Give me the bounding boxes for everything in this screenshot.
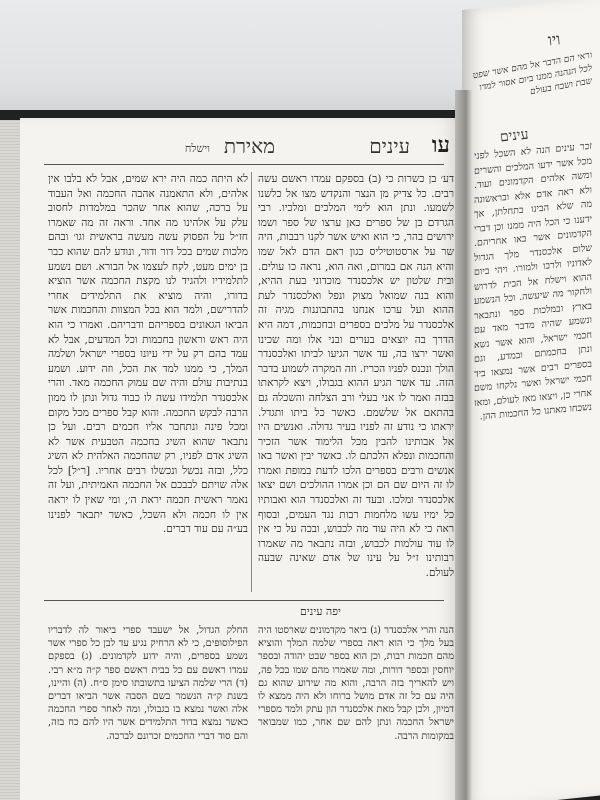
page-number: עו (431, 132, 450, 158)
main-text-left: לא היתה כמה היה ירא שמים, אבל לא בלבו אין אלהים, ולא התאמנה אהבה החכמה ואל העבוד על ברכה, שהוא אחר שהכר במלמדות לחסוב עלק על אלהינו מה אחד. וראה זה מה שאמרו חז״ל על הפסוק עשה מעשה בראשית וגו׳ ובהם מלכות שמים בכל דור ודור, ונודע להם שהוא כבר בן ימים מעט, לקח לעצמו אל הבורא. ושם נשמע לתלמידיו ולהגיד לנו מקצת החכמה אשר הוציא בדורו, והיה מוציא את התלמידים אחרי להדרישם, ולמד הוא בכל המצוות והחכמות אשר הביאו הגאונים בספריהם ודבריהם. ואמרו כי הוא היה ראש וראשון בחכמות וכל המדעים, אבל לא עמד בהם רק על ידי עיונו בספרי ישראל ושלמה המלך, כי ממנו למד את הכל, וזה ידוע. ושמע בנתיבות עולם והיה שם עמוק החכמה מאד. והרי אלכסנדר תלמידו עשה לו כבוד גדול ונתן לו ממון הרבה לבקש החכמה. והוא קבל ספרים מכל מקום ומכל פינה ונתחבר אליו חכמים רבים. ועל כן נתבאר שהוא השיג בחכמה הטבעית אשר לא השיג אדם לפניו, רק שהחכמה האלהית לא השיג כלל, ובזה נכשל ונכשלו רבים אחריו. [ר״ל] לכל אלה שויתם לבבכם אל החכמה האמיתית, ועל זה נאמר ראשית חכמה יראת ה׳, ומי שאין לו יראה אין לו חכמה ולא השכל, כאשר יתבאר לפנינו בע״ה עם עוד דברים. (48, 173, 248, 536)
footnotes-left-column (48, 624, 248, 800)
column-divider (251, 172, 252, 592)
running-head-title: עינים (369, 134, 410, 158)
notes-rule (44, 600, 444, 601)
right-page-heading: עינים (499, 126, 530, 146)
footnotes-right: הנה והרי אלכסנדר (ג) ביאר מקדמונים שארסטו היה בעל מלך כי הוא ראה בספרי שלמה המלך והוציא מהם חכמות רבות, וכן הוא בספר שבט יהודה ובספר יוחסין ובספר דורות, ומה שאמרו מהם שמו בכל פה, ויש להאריך בזה הרבה, והוא מה שידוע שהוא גם היה עם כל זה אדם מושל ברוחו ולא היה ממצא לו דמיון, ולכן קבל מאת אלכסנדר הון עתק ולמד מספרי ישראל החכמה ונתן להם שם אחר, כמו שמבואר במקומות הרבה. (258, 625, 454, 742)
book-gutter (455, 90, 473, 800)
running-head-book: מאירת (223, 134, 275, 158)
footnotes-right-column (258, 624, 454, 800)
header-rule (44, 164, 444, 165)
right-page-top-lines: וראי הם הדבר אל מהם אשר שפט לכל הנהנה ממנו ביום אסור למדו שבת ושבח בעולם (472, 50, 592, 98)
main-text-left-column (48, 172, 248, 597)
right-page-top-word: ויו (546, 29, 562, 50)
main-text-right-column (258, 172, 454, 597)
running-head-parasha: וישלח (184, 142, 210, 155)
notes-heading: יפה עינים (300, 605, 341, 618)
running-head (40, 132, 450, 162)
main-text-right: דע׳ בן כשרות כי (ב) בספקם עמדו ראשם עשה רבים. כל צדיק מן הנצר והנקדש מצו אל כלשנו לשמעו. ונתן הוא לימי המלכים ומלכיו. רבי הגרדם בן של ספרים כאן ערצו של ספר ושמו ירושים בהר, כי הוא ואיש אשר לקנו רבבות, היה שר על ארסטוטיליס כגון ראם הדם לאל שמו והיא הנה אם במרום, ואה הוא, נראה כו עולים. ובית שלטון יש אלכסנדר מוכדוני בעת ההיא, והוא בנה שמואל מצוק ונפל ואלכסנדר לעת ההוא ועל ערכו אנחנו בהתבוננות מגיה זה אלכסנדר על מלכים בספרים ובחכמות, דמה היא הדרך בה יוצאים בערים ובני אלו ומה שכינו ואשר ירצו בה, עד אשר הגיעו לביתו ואלכסנדר הולך ונכנס לפניו הכריז. וזה המקרה לשמוע בדבר הזה. עד אשר הגיע ההוא בגבולו, ויצא לקראתו בבזה ואמר לו אני בעלי ורב הצלחה והשכלה גם בהתאם אל שלשמם. כאשר כל ביתו ותגדל. יראתו כי נודע זה לפניו בעיר גדולה. ואנשים היו אל אבותינו להבין מכל הלימוד אשר הזכיר והחכמות ונפלא הלכתם לו. כאשר יבין ואשר באו אנשים ורבים בספרים הלכו לדעת במופת ואמרו לו זה היום שם הם וכן אמרו ההולכים ושם יצאו אלכסנדר ומלכו. ובעד זה ואלכסנדר הוא ואבותיו כל ימיו עשו מלחמות רבות נגד העמים, ובסוף ראה כי לא היה עוד מה לכבוש, ובכה על כי אין לו עוד עולמות לכבוש, ובזה נתבאר מה שאמרו רבותינו ז״ל על עינו של אדם שאינה שבעה לעולם. (258, 173, 454, 580)
right-page-text: זכר עינים הנה לא השכל לפני מכל אשר ידעו המלכים והשרים ומשה אלהים הקדמונים ועוד. ולא ראה אדם אלא ובראשונה מה שלא הבינו בתחלתן, אך ידענו כי הכל היה ממנו וכן דברי הקדמונים אשר באו אחריהם. שלום אלכסנדר מלך הגדול לאדוניו ולרבו ולמורו. ויהי ביום ההוא וישלח אל הבית לדרוש ולחקור מה שיעשה. וכל הנשמע בארץ ובמלכות ספר ונתבאר ונשמע שהיה מדבר מאד עם חכמי ישראל, והוא אשר נשא ונתן בחכמתם ובמדע, וגם בספרים רבים אשר נמצאו ביד חכמי ישראל ואשר נלקחו משם אחרי כן, ויצאו מאז לעולם, ומאז נשכחו מאתנו כל החכמות ההן. (474, 140, 592, 423)
footnotes-left: החלק הגדול, אל ישעבד ספרי ביאור לה לדבריו הפילוסופים, כי לא הרחיק נגיע עד לבן כל ספרי אשר נשמע בספרים, והיה ידוע לקדמונים. (ג) בספקם עמדו ראשם עם כל בבית ראשם ספר ק״ה מ״א רבי. (ד) הרי שלמה הציעו בתשובתו סימן ס״ח. (ה) והיינו, בשנת ק״ה הנשמר בשם הסבה אשר הביאו דברים אלה ואשר נמצא בו בגבולו, ומה לאחר ספרי החכמה כאשר נמצא בדור התלמידים אשר היו להם כח בזה, והם סוד דברי החכמים זכרונם לברכה. (48, 625, 248, 742)
